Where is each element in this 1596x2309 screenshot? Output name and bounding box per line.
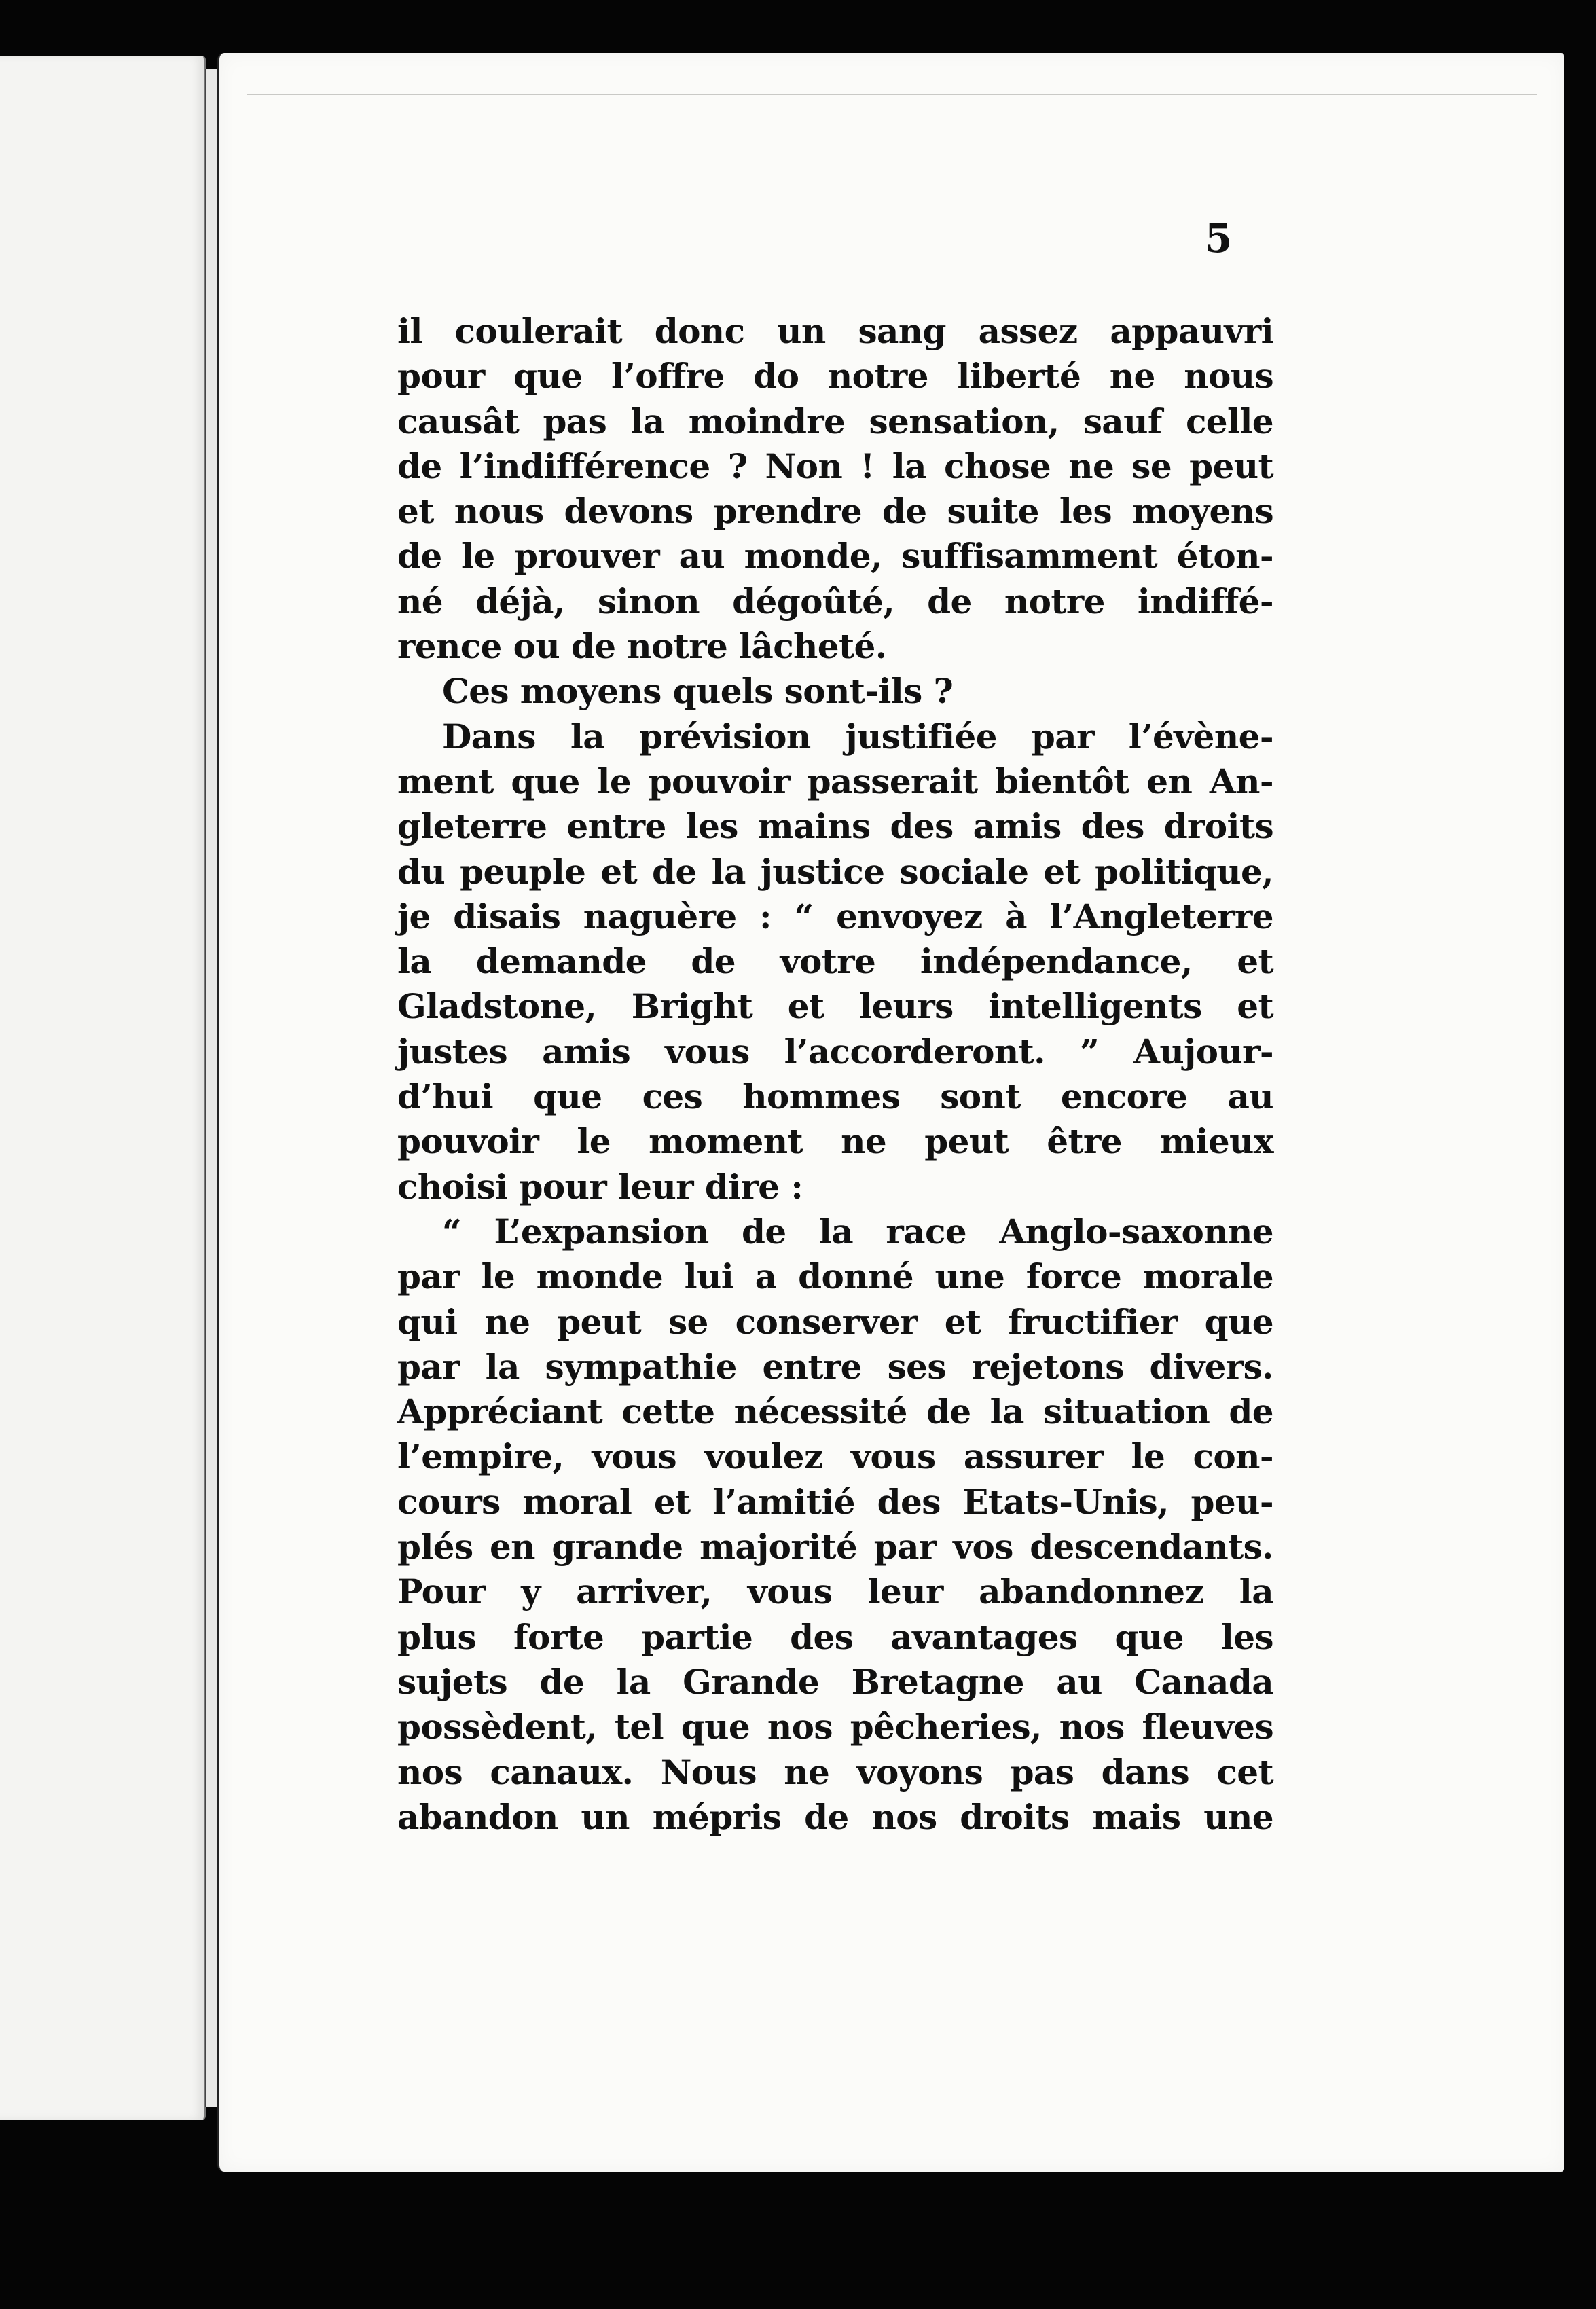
text-line: Pour y arriver, vous leur abandonnez la xyxy=(397,1571,1273,1612)
body-text xyxy=(397,309,1273,1840)
text-line: choisi pour leur dire : xyxy=(397,1166,803,1207)
text-line: par le monde lui a donné une force morale xyxy=(397,1256,1273,1297)
text-line: du peuple et de la justice sociale et politique, xyxy=(397,851,1273,892)
text-line: l’empire, vous voulez vous assurer le con- xyxy=(397,1436,1273,1477)
text-line: par la sympathie entre ses rejetons divers. xyxy=(397,1346,1273,1387)
text-line: Appréciant cette nécessité de la situation de xyxy=(397,1392,1273,1432)
text-line: et nous devons prendre de suite les moyens xyxy=(397,491,1273,532)
text-line: pouvoir le moment ne peut être mieux xyxy=(397,1121,1273,1162)
text-line: plés en grande majorité par vos descendants. xyxy=(397,1527,1273,1567)
text-line: justes amis vous l’accorderont. ” Aujour- xyxy=(397,1031,1273,1072)
text-line: pour que l’offre do notre liberté ne nous xyxy=(397,356,1273,397)
text-line: qui ne peut se conserver et fructifier que xyxy=(397,1301,1273,1342)
text-line: “ L’expansion de la race Anglo-saxonne xyxy=(442,1211,1273,1252)
text-line: né déjà, sinon dégoûté, de notre indiffé- xyxy=(397,581,1273,621)
text-line: Ces moyens quels sont-ils ? xyxy=(442,671,954,712)
text-line: Dans la prévision justifiée par l’évène- xyxy=(442,716,1273,757)
text-line: Gladstone, Bright et leurs intelligents et xyxy=(397,986,1273,1027)
text-line: rence ou de notre lâcheté. xyxy=(397,626,887,667)
left-facing-page xyxy=(0,56,206,2120)
text-line: ment que le pouvoir passerait bientôt en An- xyxy=(397,761,1273,801)
text-line: abandon un mépris de nos droits mais une xyxy=(397,1796,1273,1837)
text-line: il coulerait donc un sang assez appauvri xyxy=(397,311,1273,351)
text-line: gleterre entre les mains des amis des droits xyxy=(397,806,1273,847)
text-line: causât pas la moindre sensation, sauf celle xyxy=(397,401,1273,441)
text-line: de l’indifférence ? Non ! la chose ne se peut xyxy=(397,446,1273,486)
text-line: nos canaux. Nous ne voyons pas dans cet xyxy=(397,1751,1273,1792)
text-line: sujets de la Grande Bretagne au Canada xyxy=(397,1661,1273,1702)
text-line: d’hui que ces hommes sont encore au xyxy=(397,1076,1273,1117)
text-line: possèdent, tel que nos pêcheries, nos fleuves xyxy=(397,1707,1273,1747)
text-line: cours moral et l’amitié des Etats-Unis, peu- xyxy=(397,1481,1273,1522)
page-number: 5 xyxy=(1205,215,1233,261)
text-line: de le prouver au monde, suffisamment éton- xyxy=(397,536,1273,577)
text-line: la demande de votre indépendance, et xyxy=(397,941,1273,982)
text-line: plus forte partie des avantages que les xyxy=(397,1616,1273,1657)
text-line: je disais naguère : “ envoyez à l’Angleterre xyxy=(397,896,1273,937)
